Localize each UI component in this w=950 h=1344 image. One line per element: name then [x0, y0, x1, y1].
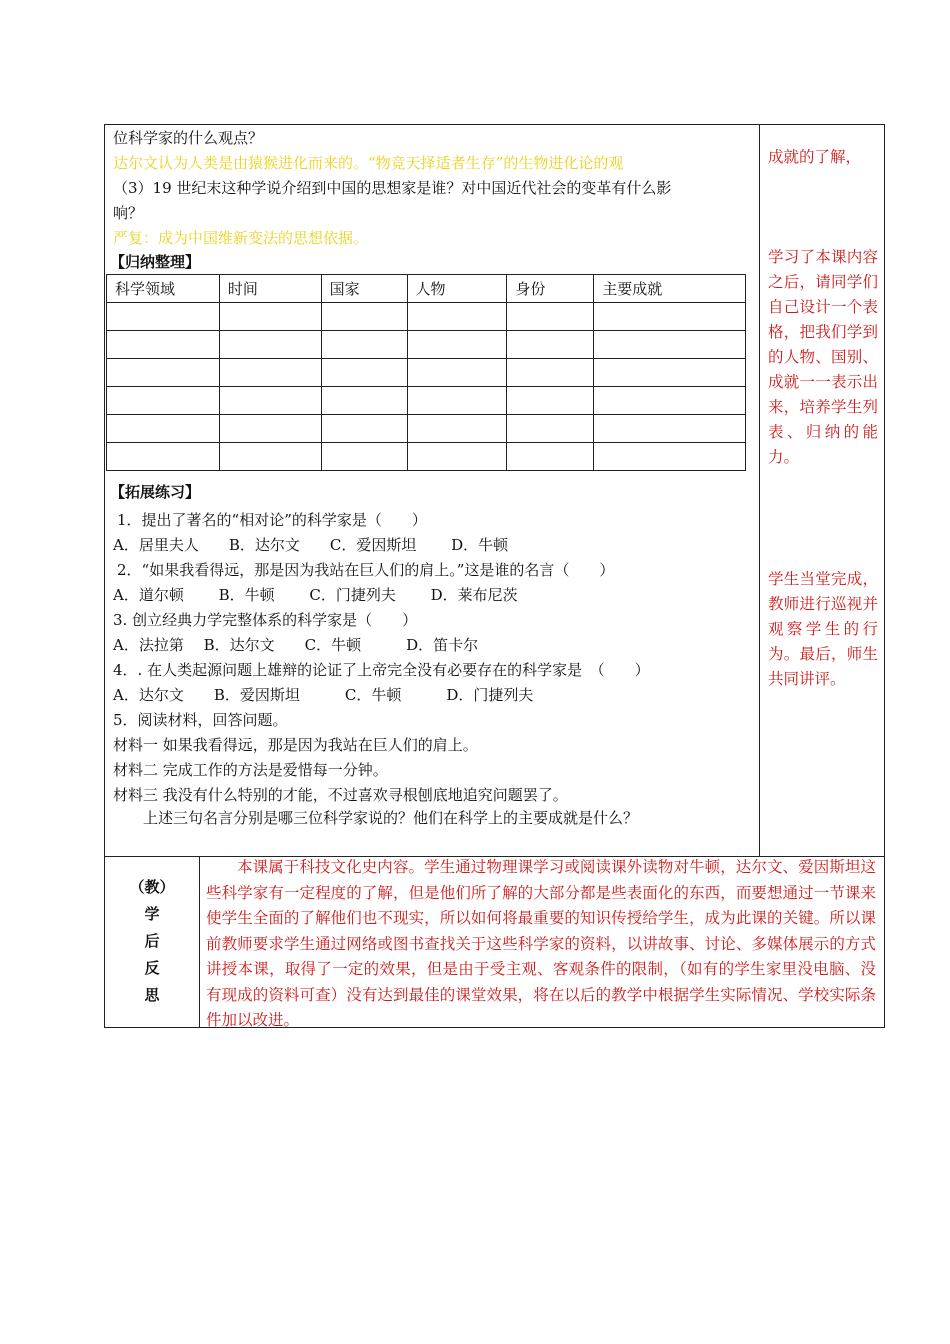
reflection-label	[105, 874, 199, 1009]
reflection-divider	[199, 856, 200, 1028]
material-3: 材料三 我没有什么特别的才能，不过喜欢寻根刨底地追究问题罢了。	[113, 786, 568, 804]
table-row	[107, 443, 746, 471]
header-cell: 时间	[219, 275, 321, 303]
question-3-cont: 响？	[113, 204, 144, 222]
side-note-table-design: 学习了本课内容之后，请同学们自己设计一个表格，把我们学到的人物、国别、成就一一表示出来，培养学生列表、归纳的能力。	[768, 248, 878, 466]
practice-q2-options: A．道尔顿 B．牛顿 C．门捷列夫 D．莱布尼茨	[113, 586, 518, 604]
practice-q1-options: A．居里夫人 B．达尔文 C．爱因斯坦 D．牛顿	[113, 536, 509, 554]
table-row	[107, 387, 746, 415]
reflection-label-char: 学	[144, 905, 160, 923]
practice-q3: 3. 创立经典力学完整体系的科学家是（ ）	[113, 611, 418, 629]
table-header-row	[107, 275, 746, 303]
side-note-practice: 学生当堂完成，教师进行巡视并观察学生的行为。最后，师生共同讲评。	[768, 570, 878, 688]
answer-darwin: 达尔文认为人类是由猿猴进化而来的。“物竞天择适者生存”的生物进化论的观	[113, 154, 624, 172]
reflection-label-char: 反	[144, 959, 160, 977]
header-cell: 科学领域	[107, 275, 220, 303]
summary-heading: 【归纳整理】	[110, 253, 201, 271]
header-cell: 主要成就	[594, 275, 746, 303]
material-question: 上述三句名言分别是哪三位科学家说的？他们在科学上的主要成就是什么？	[113, 809, 639, 827]
question-3: （3）19 世纪末这种学说介绍到中国的思想家是谁？对中国近代社会的变革有什么影	[113, 179, 672, 197]
practice-heading: 【拓展练习】	[110, 483, 201, 501]
reflection-text: 本课属于科技文化史内容。学生通过物理课学习或阅读课外读物对牛顿，达尔文、爱因斯坦这些科学家有一定程度的了解，但是他们所了解的大部分都是些表面化的东西，而要想通过一节课来使学生全面的了解他们也不现实，所以如何将最重要的知识传授给学生，成为此课的关键。所以课前教师要求学生通过网络或图书查找关于这些科学家的资料，以讲故事、讨论、多媒体展示的方式讲授本课，取得了一定的效果，但是由于受主观、客观条件的限制，（如有的学生家里没电脑、没有现成的资料可查）没有达到最佳的课堂效果，将在以后的教学中根据学生实际情况、学校实际条件加以改进。	[206, 858, 876, 1029]
header-cell: 人物	[407, 275, 507, 303]
side-note-achievement: 成就的了解，	[768, 148, 862, 166]
question-continuation: 位科学家的什么观点？	[113, 129, 264, 147]
practice-q1: 1．提出了著名的“相对论”的科学家是（ ）	[117, 511, 427, 529]
practice-q5: 5．阅读材料，回答问题。	[113, 711, 288, 729]
table-row	[107, 415, 746, 443]
summary-table	[106, 274, 746, 471]
header-cell: 身份	[507, 275, 594, 303]
table-row	[107, 359, 746, 387]
reflection-label-char: 后	[144, 932, 160, 950]
reflection-label-char: 思	[144, 986, 160, 1004]
reflection-label-char: （教）	[129, 878, 175, 896]
table-row	[107, 303, 746, 331]
practice-q2: 2．“如果我看得远，那是因为我站在巨人们的肩上。”这是谁的名言（ ）	[117, 561, 615, 579]
column-divider	[759, 124, 760, 856]
practice-q4: 4．. 在人类起源问题上雄辩的论证了上帝完全没有必要存在的科学家是 （ ）	[113, 661, 650, 679]
header-cell: 国家	[321, 275, 407, 303]
material-1: 材料一 如果我看得远，那是因为我站在巨人们的肩上。	[113, 736, 478, 754]
practice-q4-options: A．达尔文 B．爱因斯坦 C．牛顿 D．门捷列夫	[113, 686, 534, 704]
material-2: 材料二 完成工作的方法是爱惜每一分钟。	[113, 761, 388, 779]
answer-yanfu: 严复：成为中国维新变法的思想依据。	[113, 229, 369, 247]
practice-q3-options: A．法拉第 B．达尔文 C．牛顿 D．笛卡尔	[113, 636, 479, 654]
table-row	[107, 331, 746, 359]
